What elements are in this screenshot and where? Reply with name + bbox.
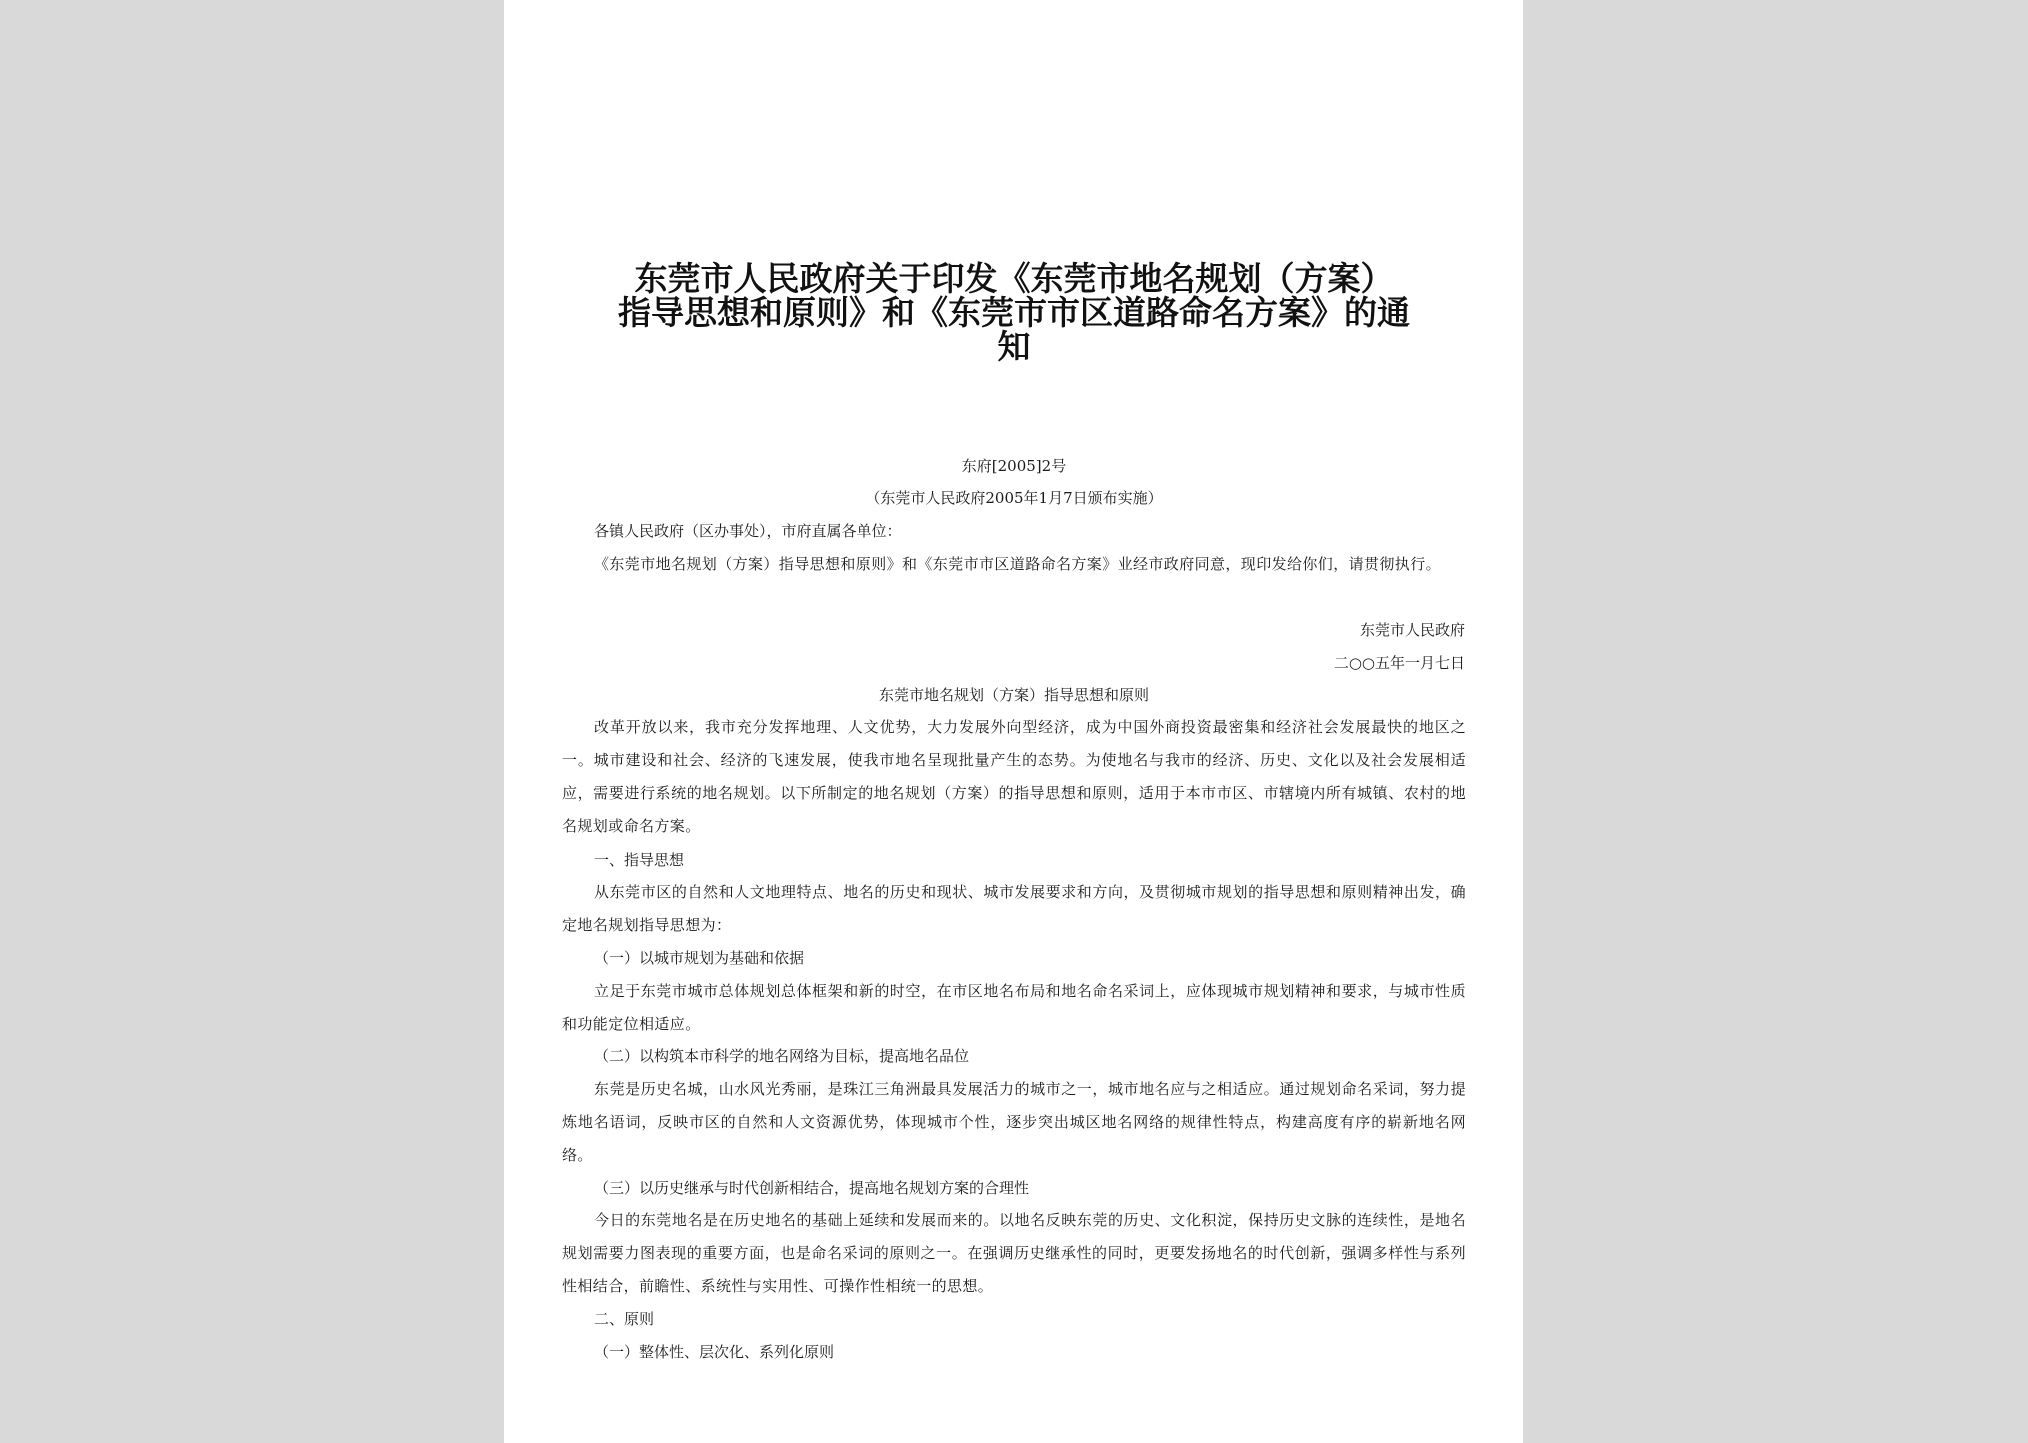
issue-note: （东莞市人民政府2005年1月7日颁布实施） xyxy=(865,489,1163,507)
intro-paragraph: 《东莞市地名规划（方案）指导思想和原则》和《东莞市市区道路命名方案》业经市政府同意，现印发给你们，请贯彻执行。 xyxy=(594,555,1442,573)
section-heading-2: 二、原则 xyxy=(594,1310,655,1328)
subheading-2-1: （一）整体性、层次化、系列化原则 xyxy=(594,1343,835,1361)
paragraph-3: 立足于东莞市城市总体规划总体框架和新的时空，在市区地名布局和地名命名采词上，应体现城市规划精神和要求，与城市性质和功能定位相适应。 xyxy=(562,982,1466,1033)
attachment-title: 东莞市地名规划（方案）指导思想和原则 xyxy=(878,686,1149,704)
title-line-2: 指导思想和原则》和《东莞市市区道路命名方案》的通 xyxy=(618,293,1410,332)
document-page xyxy=(504,0,1523,1443)
section-heading-1: 一、指导思想 xyxy=(594,851,685,869)
paragraph-5: 今日的东莞地名是在历史地名的基础上延续和发展而来的。以地名反映东莞的历史、文化积淀，保持历史文脉的连续性，是地名规划需要力图表现的重要方面，也是命名采词的原则之一。在强调历史继承性的同时，更要发扬地名的时代创新，强调多样性与系列性相结合，前瞻性、系统性与实用性、可操作性相统一的思想。 xyxy=(562,1211,1466,1295)
subheading-1-3: （三）以历史继承与时代创新相结合，提高地名规划方案的合理性 xyxy=(594,1179,1030,1197)
addressee: 各镇人民政府（区办事处），市府直属各单位： xyxy=(594,522,902,540)
subheading-1-2: （二）以构筑本市科学的地名网络为目标，提高地名品位 xyxy=(594,1047,970,1065)
paragraph-2: 从东莞市区的自然和人文地理特点、地名的历史和现状、城市发展要求和方向，及贯彻城市规划的指导思想和原则精神出发，确定地名规划指导思想为： xyxy=(562,883,1466,934)
paragraph-4: 东莞是历史名城，山水风光秀丽，是珠江三角洲最具发展活力的城市之一，城市地名应与之相适应。通过规划命名采词，努力提炼地名语词，反映市区的自然和人文资源优势，体现城市个性，逐步突出城区地名网络的规律性特点，构建高度有序的崭新地名网络。 xyxy=(562,1080,1466,1164)
paragraph-1: 改革开放以来，我市充分发挥地理、人文优势，大力发展外向型经济，成为中国外商投资最密集和经济社会发展最快的地区之一。城市建设和社会、经济的飞速发展，使我市地名呈现批量产生的态势。为使地名与我市的经济、历史、文化以及社会发展相适应，需要进行系统的地名规划。以下所制定的地名规划（方案）的指导思想和原则，适用于本市市区、市辖境内所有城镇、农村的地名规划或命名方案。 xyxy=(562,718,1466,835)
signature-org: 东莞市人民政府 xyxy=(1359,621,1465,639)
signature-date: 二○○五年一月七日 xyxy=(1333,654,1465,672)
title-line-3: 知 xyxy=(997,327,1031,366)
subheading-1-1: （一）以城市规划为基础和依据 xyxy=(594,949,805,967)
title-line-1: 东莞市人民政府关于印发《东莞市地名规划（方案） xyxy=(634,259,1394,298)
document-title xyxy=(564,259,1464,366)
doc-number: 东府[2005]2号 xyxy=(961,457,1067,475)
